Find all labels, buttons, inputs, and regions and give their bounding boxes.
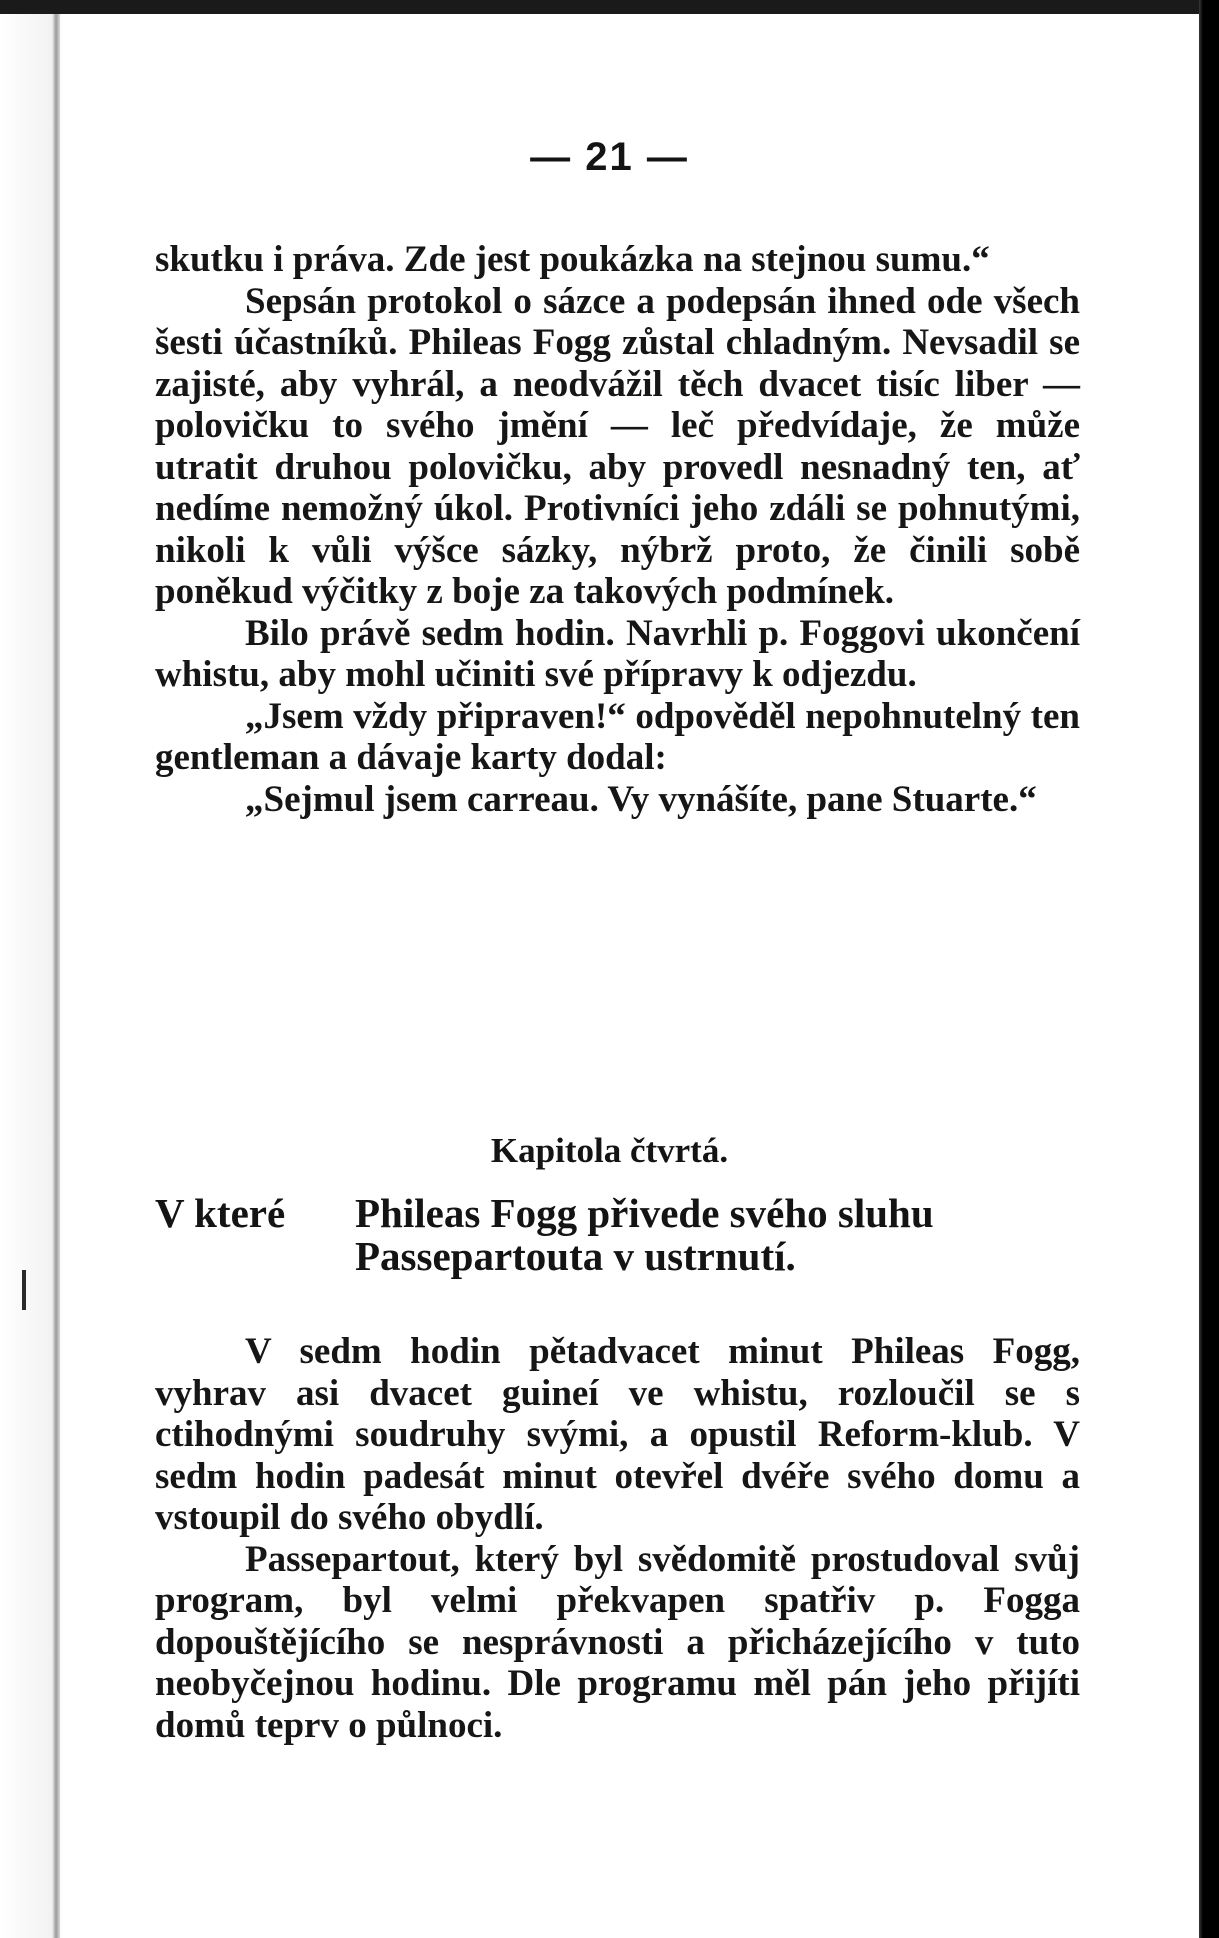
page-number: — 21 — — [530, 135, 689, 179]
paragraph: Bilo právě sedm hodin. Navrhli p. Foggovi ukončení whistu, aby mohl učiniti své přípravy k odjezdu. — [155, 612, 1080, 695]
text-block-bottom — [155, 1331, 1080, 1746]
chapter-title — [155, 1192, 1085, 1278]
chapter-title-lead: V které — [155, 1190, 286, 1236]
paragraph: Sepsán protokol o sázce a podepsán ihned ode všech šesti účastníků. Phileas Fogg zůstal chladným. Nevsadil se zajisté, aby vyhrál, a neodvážil těch dvacet tisíc liber — polovičku to svého jmění — leč předvídaje, že může utratit druhou polovičku, aby provedl nesnadný ten, ať nedíme nemožný úkol. Protivníci jeho zdáli se pohnutými, nikoli k vůli výšce sázky, nýbrž proto, že činili sobě poněkud výčitky z boje za takových podmínek. — [155, 280, 1080, 612]
text-block-top — [155, 239, 1080, 820]
chapter-title-line-1: Phileas Fogg přivede svého sluhu — [355, 1190, 934, 1236]
paragraph: skutku i práva. Zde jest poukázka na stejnou sumu.“ — [155, 239, 990, 280]
top-scan-border — [0, 0, 1219, 14]
chapter-label: Kapitola čtvrtá. — [490, 1131, 729, 1170]
left-page-edge — [0, 0, 60, 1938]
edge-mark — [22, 1270, 26, 1310]
paragraph: V sedm hodin pětadvacet minut Phileas Fogg, vyhrav asi dvacet guineí ve whistu, rozloučil se s ctihodnými soudruhy svými, a opustil Reform-klub. V sedm hodin padesát minut otevřel dvéře svého domu a vstoupil do svého obydlí. — [155, 1331, 1080, 1538]
right-scan-border — [1199, 0, 1219, 1938]
paragraph: Passepartout, který byl svědomitě prostudoval svůj program, byl velmi překvapen spatřiv p. Fogga dopouštějícího se nesprávnosti a přicházejícího v tuto neobyčejnou hodinu. Dle programu měl pán jeho přijíti domů teprv o půlnoci. — [155, 1538, 1080, 1746]
paragraph: „Sejmul jsem carreau. Vy vynášíte, pane Stuarte.“ — [245, 778, 1037, 820]
chapter-title-line-2: Passepartouta v ustrnutí. — [355, 1233, 796, 1279]
paragraph: „Jsem vždy připraven!“ odpověděl nepohnutelný ten gentleman a dávaje karty dodal: — [155, 695, 1080, 778]
